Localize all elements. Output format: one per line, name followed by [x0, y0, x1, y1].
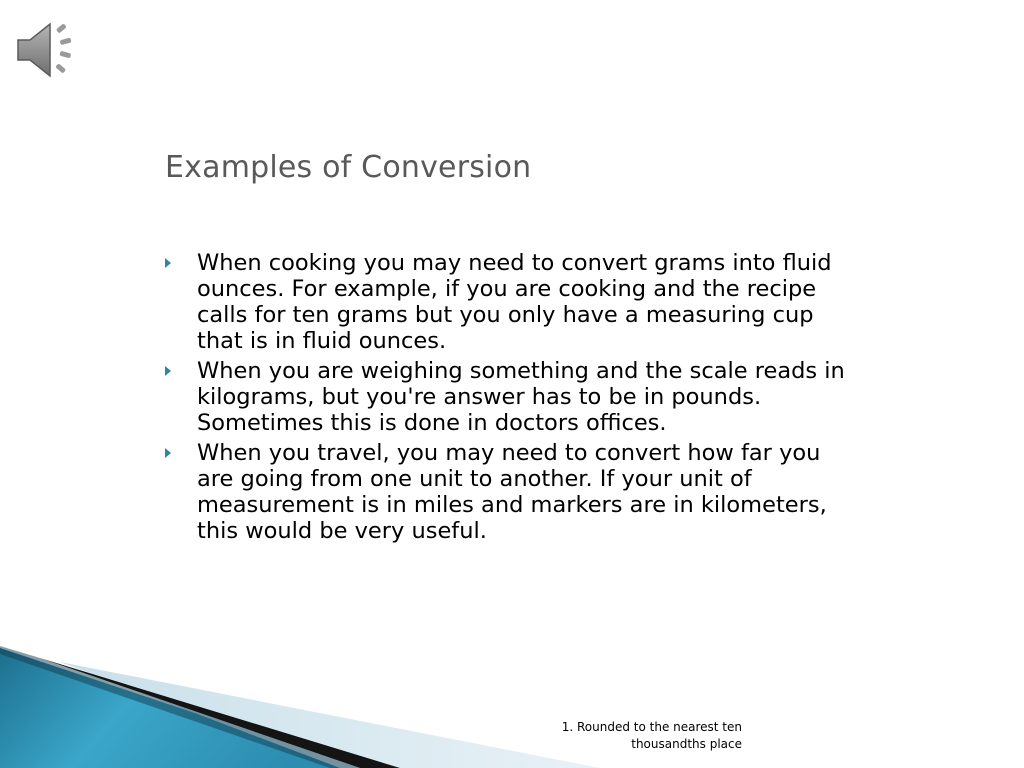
- slide-title: Examples of Conversion: [165, 150, 532, 185]
- speaker-icon[interactable]: [14, 14, 86, 86]
- bullet-text: When you travel, you may need to convert how far you are going from one unit to another. If your unit of measurement is in miles and markers are in kilometers, this would be very useful.: [197, 440, 827, 544]
- bullet-item: [165, 440, 885, 544]
- footnote: 1. Rounded to the nearest ten thousandths place: [561, 720, 742, 751]
- triangle-bullet-icon: [165, 366, 171, 376]
- triangle-bullet-icon: [165, 258, 171, 268]
- bullet-item: [165, 250, 885, 354]
- bullet-list: [165, 250, 885, 548]
- triangle-bullet-icon: [165, 448, 171, 458]
- bullet-text: When you are weighing something and the scale reads in kilograms, but you're answer has to be in pounds. Sometimes this is done in doctors offices.: [197, 358, 845, 436]
- bullet-text: When cooking you may need to convert grams into fluid ounces. For example, if you are cooking and the recipe calls for ten grams but you only have a measuring cup that is in fluid ounces.: [197, 250, 832, 354]
- bullet-item: [165, 358, 885, 436]
- footer-decoration: [0, 640, 1024, 768]
